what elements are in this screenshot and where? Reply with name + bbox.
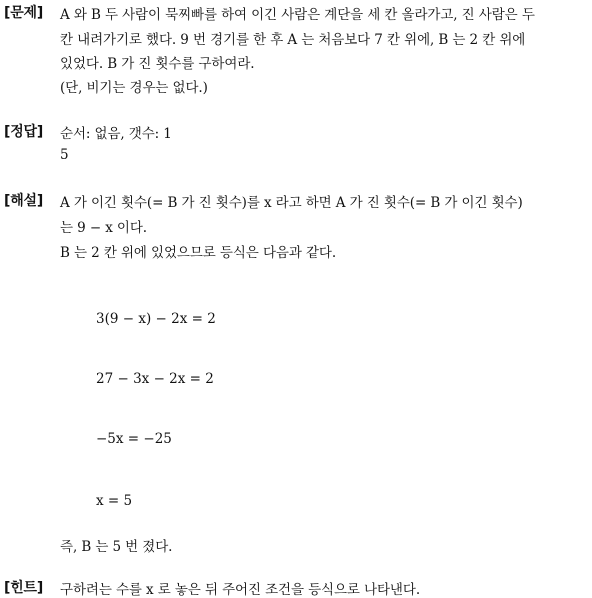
explanation-line-2: 는 9 − x 이다. — [60, 220, 147, 236]
problem-line-4: (단, 비기는 경우는 없다.) — [60, 80, 208, 96]
equation-2: 27 − 3x − 2x = 2 — [96, 371, 214, 387]
problem-line-2: 칸 내려가기로 했다. 9 번 경기를 한 후 A 는 처음보다 7 칸 위에, B 는 2 칸 위에 — [60, 32, 526, 48]
problem-line-3: 있었다. B 가 진 횟수를 구하여라. — [60, 56, 255, 72]
explanation-line-1: A 가 이긴 횟수(= B 가 진 횟수)를 x 라고 하면 A 가 진 횟수(= B 가 이긴 횟수) — [60, 195, 523, 211]
equation-3: −5x = −25 — [96, 431, 172, 447]
explanation-conclusion: 즉, B 는 5 번 졌다. — [60, 539, 173, 555]
hint-label: [힌트] — [4, 580, 44, 596]
equation-1: 3(9 − x) − 2x = 2 — [96, 311, 216, 327]
problem-label: [문제] — [4, 5, 44, 21]
explanation-label: [해설] — [4, 193, 44, 209]
answer-line-2: 5 — [60, 147, 69, 163]
hint-line: 구하려는 수를 x 로 놓은 뒤 주어진 조건을 등식으로 나타낸다. — [60, 582, 421, 598]
answer-label: [정답] — [4, 124, 44, 140]
answer-line-1: 순서: 없음, 갯수: 1 — [60, 126, 172, 142]
equation-4: x = 5 — [96, 493, 133, 509]
problem-line-1: A 와 B 두 사람이 묵찌빠를 하여 이긴 사람은 계단을 세 칸 올라가고, 진 사람은 두 — [60, 7, 535, 23]
explanation-line-3: B 는 2 칸 위에 있었으므로 등식은 다음과 같다. — [60, 245, 337, 261]
